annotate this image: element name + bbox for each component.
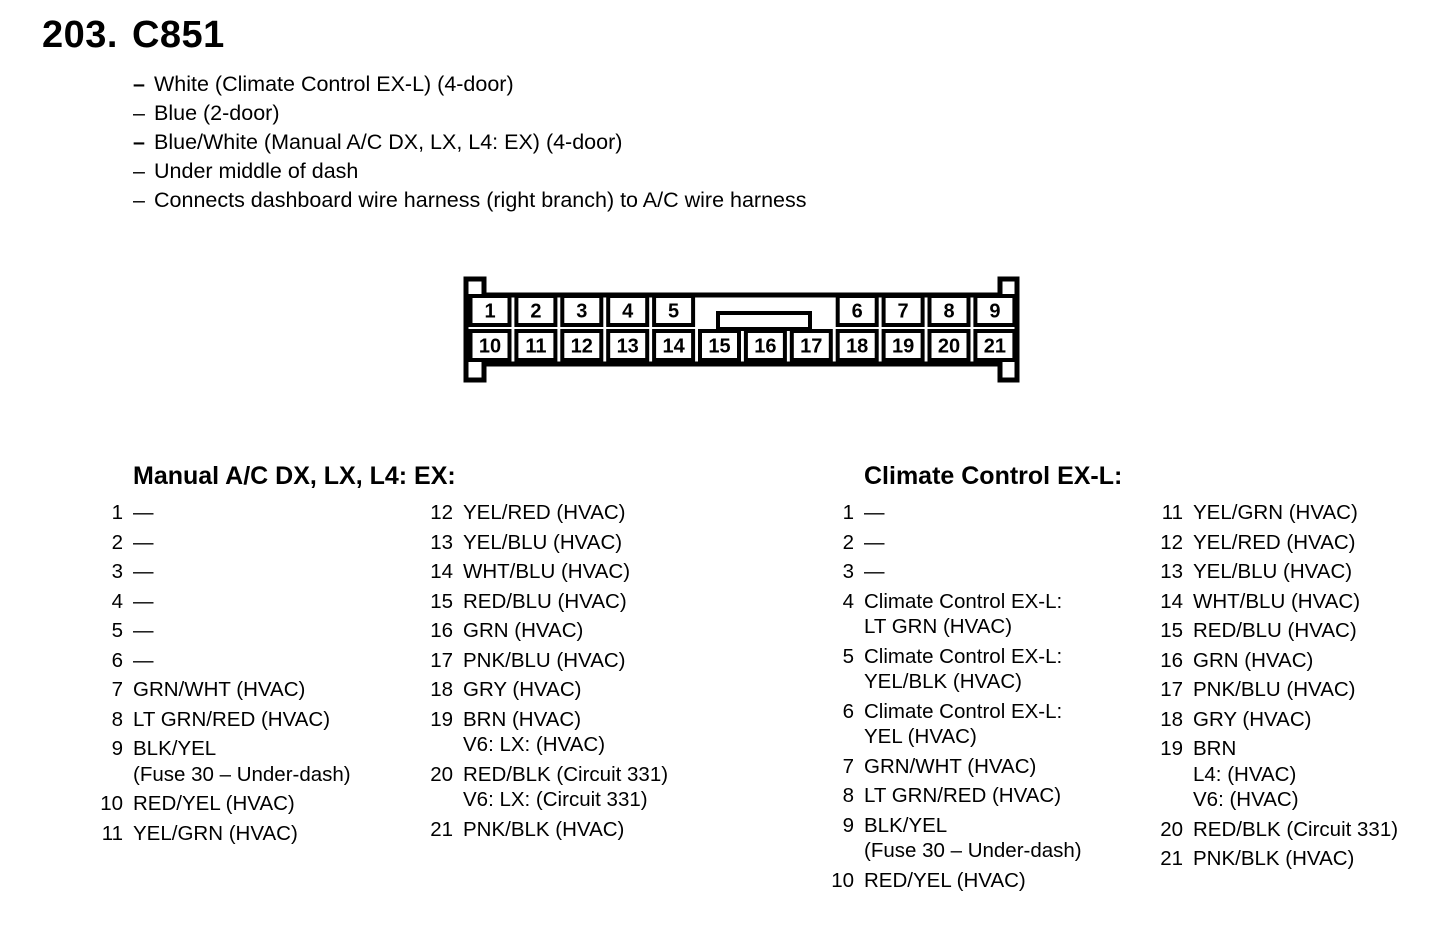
- pin-description-line: YEL/BLK (HVAC): [864, 670, 1022, 693]
- pin-number: 13: [1160, 560, 1183, 583]
- pin-description: [864, 813, 1082, 864]
- pin-entry: [1155, 677, 1398, 703]
- pin-description-line: V6: LX: (Circuit 331): [463, 788, 648, 811]
- pin-description-line: WHT/BLU (HVAC): [1193, 589, 1361, 613]
- pin-entry: [826, 813, 1082, 864]
- note-text: White (Climate Control EX-L) (4-door): [154, 72, 514, 96]
- pin-cavity-label: 20: [937, 335, 961, 358]
- pin-description-line: RED/YEL (HVAC): [864, 868, 1026, 892]
- pin-entry: [425, 559, 668, 585]
- pin-description-line: GRN/WHT (HVAC): [133, 678, 306, 701]
- pin-entry: [1155, 707, 1398, 733]
- pin-number: 3: [111, 560, 123, 583]
- pin-description-line: Climate Control EX-L:: [864, 589, 1063, 613]
- note-dash: –: [133, 159, 145, 183]
- pin-number: 9: [842, 813, 854, 837]
- pin-number: 17: [430, 648, 453, 672]
- pin-description: [864, 500, 885, 526]
- pin-number: 10: [100, 792, 123, 815]
- pin-description-line: BLK/YEL: [133, 737, 217, 760]
- pin-description: [864, 530, 885, 556]
- pin-number: 18: [430, 678, 453, 701]
- pin-description-line: Climate Control EX-L:: [864, 644, 1063, 668]
- pin-cavity-label: 6: [851, 300, 863, 323]
- item-number: 203.: [42, 14, 118, 56]
- pin-number: 14: [430, 560, 453, 583]
- pin-description-line: YEL (HVAC): [864, 725, 977, 748]
- pin-description-line: BRN (HVAC): [463, 707, 582, 731]
- pin-number: 19: [1160, 737, 1183, 760]
- pin-description: [463, 559, 630, 585]
- pin-cavity-label: 11: [525, 335, 547, 358]
- pin-entry: [425, 530, 668, 556]
- pin-description: [463, 530, 622, 556]
- pin-description: [864, 559, 885, 585]
- pin-description-line: GRN (HVAC): [463, 619, 584, 642]
- climate-pin-list-left: [826, 500, 1082, 893]
- pin-description: [133, 648, 154, 674]
- connector-face-diagram: [0, 0, 1456, 420]
- pin-description: [864, 868, 1026, 894]
- pin-number: 19: [430, 707, 453, 731]
- connector-id: C851: [131, 14, 225, 56]
- pin-description-line: RED/BLK (Circuit 331): [1193, 817, 1399, 841]
- pin-entry: [1155, 589, 1398, 615]
- pin-cavity-label: 16: [754, 335, 777, 358]
- pin-description: [463, 500, 626, 526]
- pin-number: 17: [1160, 678, 1183, 701]
- pin-entry: [95, 618, 351, 644]
- pin-description: [1193, 817, 1398, 843]
- manual-pin-list-left: [95, 500, 351, 846]
- pin-entry: [1155, 618, 1398, 644]
- pin-description-line: —: [133, 589, 154, 613]
- pin-entry: [826, 644, 1082, 695]
- connector-lock-tab: [718, 313, 810, 329]
- pin-description-line: PNK/BLU (HVAC): [463, 648, 626, 672]
- pin-cavity-label: 8: [943, 300, 955, 323]
- pin-cavity-label: 9: [989, 300, 1001, 323]
- pin-description: [463, 677, 581, 703]
- pin-description-line: Climate Control EX-L:: [864, 699, 1063, 723]
- pin-description-line: PNK/BLU (HVAC): [1193, 678, 1356, 701]
- pin-description: [133, 707, 330, 733]
- pin-entry: [95, 500, 351, 526]
- pin-description: [463, 817, 624, 843]
- pin-entry: [826, 754, 1082, 780]
- pin-description: [1193, 846, 1354, 872]
- pin-description-line: PNK/BLK (HVAC): [463, 817, 625, 841]
- pin-cavity-label: 19: [891, 335, 915, 358]
- pin-description: [1193, 648, 1313, 674]
- pin-entry: [1155, 817, 1398, 843]
- pin-description-line: —: [133, 648, 154, 672]
- pin-number: 11: [1161, 501, 1183, 524]
- pin-number: 6: [111, 648, 123, 672]
- pin-entry: [1155, 846, 1398, 872]
- pin-description-line: V6: LX: (HVAC): [463, 733, 606, 756]
- pin-description-line: PNK/BLK (HVAC): [1193, 847, 1355, 870]
- pin-description-line: —: [864, 560, 885, 583]
- pin-number: 2: [842, 530, 854, 554]
- pin-description: [133, 500, 154, 526]
- pin-description: [133, 618, 154, 644]
- pin-description-line: GRY (HVAC): [463, 678, 582, 701]
- pin-description: [1193, 530, 1356, 556]
- pin-entry: [425, 589, 668, 615]
- pin-description-line: LT GRN/RED (HVAC): [133, 707, 331, 731]
- pin-number: 13: [430, 530, 453, 554]
- pin-cavity-label: 17: [800, 335, 823, 358]
- pin-description-line: GRY (HVAC): [1193, 707, 1312, 731]
- pin-entry: [1155, 559, 1398, 585]
- pin-description-line: (Fuse 30 – Under-dash): [864, 839, 1082, 862]
- pin-entry: [95, 648, 351, 674]
- pin-description: [1193, 618, 1357, 644]
- pin-entry: [1155, 736, 1398, 813]
- pin-description-line: YEL/RED (HVAC): [1193, 530, 1356, 554]
- pin-description-line: —: [133, 619, 154, 642]
- pin-cavity-label: 7: [897, 300, 909, 323]
- pin-description: [133, 559, 154, 585]
- note-text: Blue/White (Manual A/C DX, LX, L4: EX) (4-door): [154, 130, 623, 154]
- pin-description-line: YEL/GRN (HVAC): [133, 821, 298, 845]
- pin-entry: [826, 783, 1082, 809]
- pin-entry: [1155, 530, 1398, 556]
- climate-control-title: Climate Control EX-L:: [864, 462, 1123, 490]
- note-text: Under middle of dash: [154, 159, 359, 183]
- pin-description-line: LT GRN (HVAC): [864, 615, 1013, 638]
- pin-entry: [1155, 648, 1398, 674]
- pin-entry: [826, 500, 1082, 526]
- pin-number: 20: [1160, 817, 1183, 841]
- note-text: Blue (2-door): [154, 101, 280, 125]
- climate-pin-list-right: [1155, 500, 1398, 872]
- pin-cavity-label: 3: [576, 300, 588, 323]
- pin-cavity-label: 13: [616, 335, 639, 358]
- pin-description-line: YEL/GRN (HVAC): [1193, 501, 1358, 524]
- note-dash: –: [133, 130, 145, 154]
- pin-cavity-label: 12: [570, 335, 593, 358]
- pin-number: 5: [842, 644, 854, 668]
- pin-entry: [425, 618, 668, 644]
- pin-entry: [95, 559, 351, 585]
- pin-description-line: RED/BLU (HVAC): [463, 589, 627, 613]
- pin-number: 16: [1160, 648, 1183, 672]
- pin-cavity-label: 2: [530, 300, 542, 323]
- pin-description-line: —: [864, 530, 885, 554]
- pin-description: [1193, 589, 1360, 615]
- pin-number: 12: [1160, 530, 1183, 554]
- pin-number: 8: [111, 707, 123, 731]
- pin-number: 5: [111, 619, 123, 642]
- note-dash: –: [133, 188, 145, 212]
- pin-entry: [425, 762, 668, 813]
- pin-description: [133, 791, 295, 817]
- pin-description-line: V6: (HVAC): [1193, 788, 1299, 811]
- pin-number: 7: [111, 678, 123, 701]
- pin-description: [133, 821, 298, 847]
- pin-description-line: YEL/RED (HVAC): [463, 501, 626, 524]
- pin-description: [864, 699, 1062, 750]
- pin-number: 15: [1160, 619, 1183, 642]
- pin-entry: [826, 868, 1082, 894]
- pin-number: 10: [831, 868, 854, 892]
- pin-cavity-label: 15: [708, 335, 731, 358]
- manual-ac-title: Manual A/C DX, LX, L4: EX:: [133, 462, 456, 490]
- pin-description-line: RED/BLU (HVAC): [1193, 619, 1357, 642]
- pin-description: [864, 754, 1036, 780]
- pin-description: [1193, 736, 1299, 813]
- pin-entry: [826, 589, 1082, 640]
- pin-description: [463, 707, 605, 758]
- pin-description: [864, 644, 1062, 695]
- pin-cavity-label: 5: [668, 300, 680, 323]
- pin-entry: [95, 589, 351, 615]
- pin-description-line: LT GRN/RED (HVAC): [864, 784, 1062, 807]
- pin-cavity-label: 18: [846, 335, 869, 358]
- pin-number: 21: [430, 817, 453, 841]
- pin-description: [864, 589, 1062, 640]
- pin-number: 9: [111, 737, 123, 760]
- pin-number: 11: [101, 821, 123, 845]
- pin-description-line: RED/YEL (HVAC): [133, 792, 295, 815]
- pin-description-line: BRN: [1193, 737, 1237, 760]
- pin-description: [1193, 707, 1311, 733]
- pin-description-line: —: [133, 501, 154, 524]
- pin-description: [133, 677, 305, 703]
- pin-number: 2: [111, 530, 123, 554]
- pin-description: [1193, 559, 1352, 585]
- pin-description-line: —: [133, 560, 154, 583]
- pin-entry: [425, 500, 668, 526]
- manual-pin-list-right: [425, 500, 668, 842]
- pin-description-line: BLK/YEL: [864, 813, 948, 837]
- pin-number: 4: [111, 589, 123, 613]
- pin-description-line: L4: (HVAC): [1193, 762, 1297, 786]
- pin-description: [133, 736, 351, 787]
- pin-description: [1193, 500, 1358, 526]
- pin-number: 1: [111, 501, 123, 524]
- pin-entry: [425, 648, 668, 674]
- pin-cavity-label: 1: [484, 300, 496, 323]
- pin-cavity-label: 14: [662, 335, 685, 358]
- pin-entry: [425, 677, 668, 703]
- pin-entry: [95, 707, 351, 733]
- pin-entry: [95, 530, 351, 556]
- pin-number: 1: [842, 501, 854, 524]
- pin-entry: [826, 559, 1082, 585]
- note-dash: –: [133, 72, 145, 96]
- note-dash: –: [133, 101, 145, 125]
- pin-entry: [95, 677, 351, 703]
- pin-cavity-label: 4: [622, 300, 634, 323]
- pin-description: [133, 530, 154, 556]
- pin-number: 6: [842, 699, 854, 723]
- pin-description-line: —: [864, 501, 885, 524]
- pin-entry: [1155, 500, 1398, 526]
- pin-number: 14: [1160, 589, 1183, 613]
- pin-cavity-label: 21: [983, 335, 1007, 358]
- pin-entry: [95, 821, 351, 847]
- note-text: Connects dashboard wire harness (right branch) to A/C wire harness: [154, 188, 807, 212]
- pin-number: 3: [842, 560, 854, 583]
- pin-number: 4: [842, 589, 854, 613]
- pin-description: [463, 618, 583, 644]
- pin-cavity-label: 10: [478, 335, 502, 358]
- pin-entry: [826, 699, 1082, 750]
- pin-entry: [95, 791, 351, 817]
- pin-description-line: YEL/BLU (HVAC): [463, 530, 623, 554]
- pin-number: 7: [842, 754, 854, 778]
- pin-entry: [425, 707, 668, 758]
- pin-number: 15: [430, 589, 453, 613]
- pin-description: [463, 762, 668, 813]
- pin-description-line: (Fuse 30 – Under-dash): [133, 762, 351, 786]
- pin-description-line: GRN (HVAC): [1193, 648, 1314, 672]
- pin-number: 18: [1160, 707, 1183, 731]
- pin-number: 20: [430, 762, 453, 786]
- pin-description: [463, 648, 626, 674]
- pin-description: [463, 589, 627, 615]
- pin-number: 8: [842, 784, 854, 807]
- pin-description: [864, 783, 1061, 809]
- pin-description-line: GRN/WHT (HVAC): [864, 754, 1037, 778]
- pin-entry: [826, 530, 1082, 556]
- pin-description-line: RED/BLK (Circuit 331): [463, 762, 669, 786]
- pin-description-line: —: [133, 530, 154, 554]
- pin-number: 16: [430, 619, 453, 642]
- pin-description-line: YEL/BLU (HVAC): [1193, 560, 1353, 583]
- pin-entry: [95, 736, 351, 787]
- pin-description-line: WHT/BLU (HVAC): [463, 560, 631, 583]
- pin-number: 12: [430, 501, 453, 524]
- pin-description: [133, 589, 154, 615]
- pin-description: [1193, 677, 1356, 703]
- pin-entry: [425, 817, 668, 843]
- pin-number: 21: [1160, 847, 1183, 870]
